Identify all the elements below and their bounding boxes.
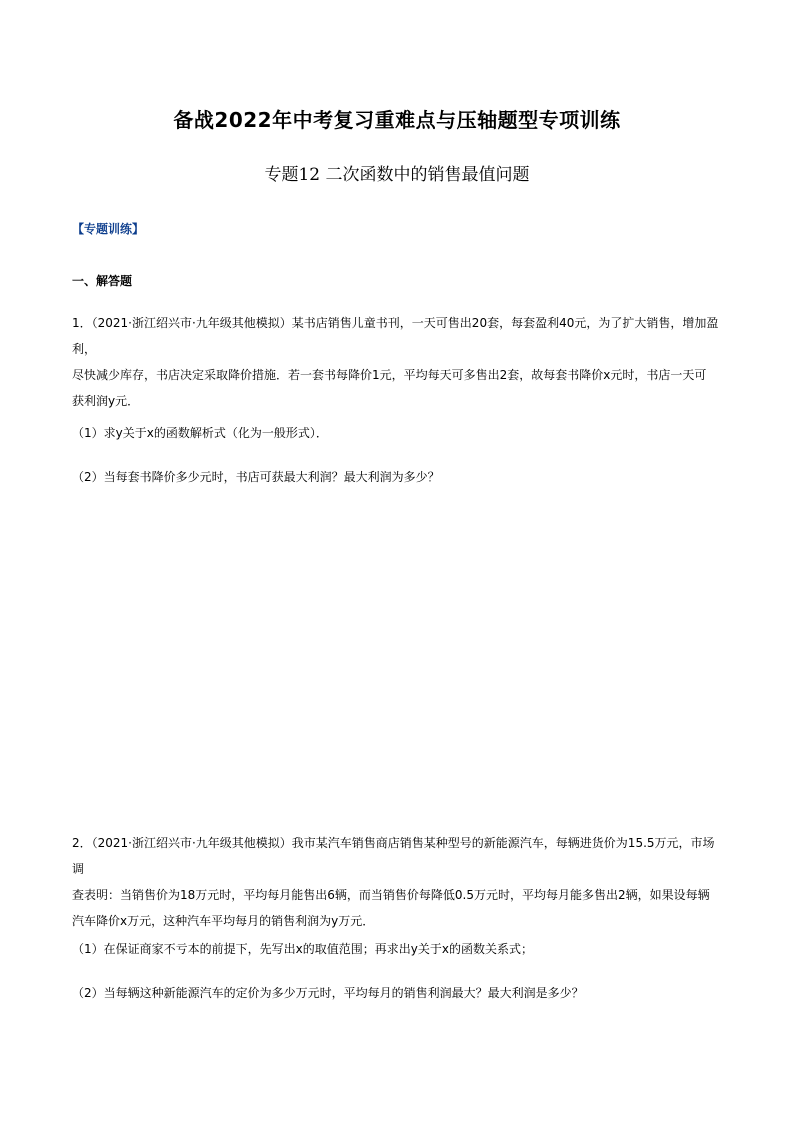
problem-2-line-1: 2．（2021·浙江绍兴市·九年级其他模拟）我市某汽车销售商店销售某种型号的新能源汽车，每辆进货价为15.5万元，市场调 — [72, 836, 715, 876]
part-heading: 一、解答题 — [72, 274, 133, 288]
problem-2-question-2: （2）当每辆这种新能源汽车的定价为多少万元时，平均每月的销售利润最大？最大利润是多少？ — [72, 986, 584, 1000]
problem-2-line-2: 查表明：当销售价为18万元时，平均每月能售出6辆，而当销售价每降低0.5万元时，平均每月能多售出2辆，如果设每辆 — [72, 888, 710, 902]
problem-2-line-3: 汽车降价x万元，这种汽车平均每月的销售利润为y万元． — [72, 914, 375, 928]
problem-2-text — [72, 830, 726, 934]
problem-1-line-3: 获利润y元． — [72, 394, 140, 408]
problem-1-question-1: （1）求y关于x的函数解析式（化为一般形式）． — [72, 426, 328, 440]
document-title: 备战2022年中考复习重难点与压轴题型专项训练 — [173, 108, 621, 132]
section-tag: 【专题训练】 — [72, 222, 145, 236]
problem-1-question-2: （2）当每套书降价多少元时，书店可获最大利润？最大利润为多少？ — [72, 470, 440, 484]
document-subtitle: 专题12 二次函数中的销售最值问题 — [264, 165, 530, 185]
problem-1-line-1: 1．（2021·浙江绍兴市·九年级其他模拟）某书店销售儿童书刊，一天可售出20套，每套盈利40元，为了扩大销售，增加盈利， — [72, 316, 719, 356]
problem-1-text — [72, 310, 726, 414]
problem-1-line-2: 尽快减少库存，书店决定采取降价措施．若一套书每降价1元，平均每天可多售出2套，故每套书降价x元时，书店一天可 — [72, 368, 707, 382]
problem-2-question-1: （1）在保证商家不亏本的前提下，先写出x的取值范围；再求出y关于x的函数关系式； — [72, 942, 533, 956]
